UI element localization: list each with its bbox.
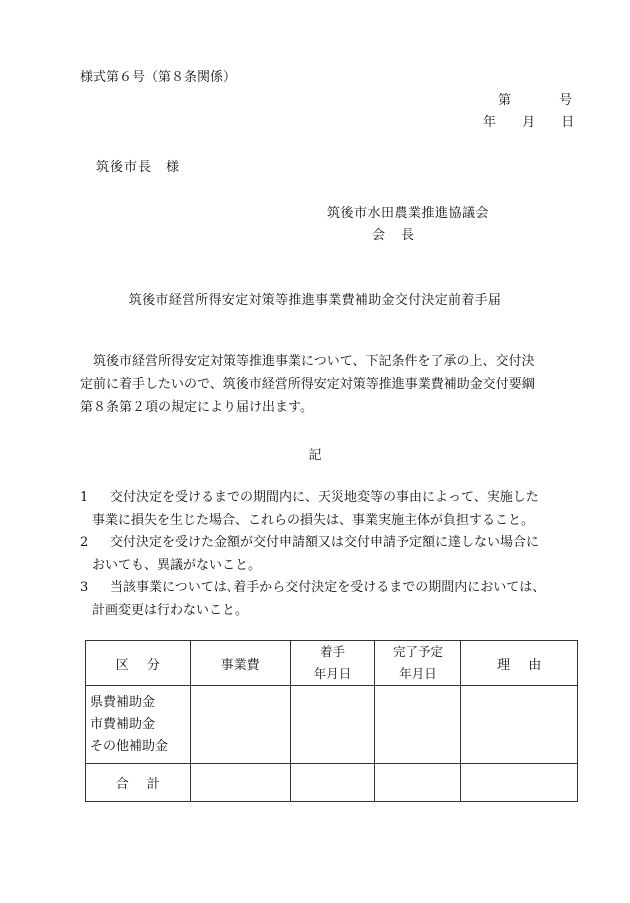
sender-title: 会 長 [372, 228, 415, 243]
form-number: 様式第６号（第８条関係） [80, 70, 237, 85]
total-jigyouhi-cell[interactable] [190, 764, 290, 802]
total-kanryo-cell[interactable] [375, 764, 461, 802]
document-number-field: 第 号 [498, 93, 573, 108]
total-label: 合 計 [86, 764, 191, 802]
body-line: 第８条第２項の規定により届け出ます。 [80, 400, 313, 415]
document-title: 筑後市経営所得安定対策等推進事業費補助金交付決定前着手届 [128, 293, 502, 308]
body-line: 定前に着手したいので、筑後市経営所得安定対策等推進事業費補助金交付要綱 [80, 377, 535, 392]
riyu-cell[interactable] [461, 686, 578, 764]
condition-continuation: 計画変更は行わないこと。 [92, 602, 249, 618]
condition-continuation: 事業に損失を生じた場合、これらの損失は、事業実施主体が負担すること。 [92, 512, 535, 528]
chakushu-cell[interactable] [290, 686, 375, 764]
budget-table [85, 640, 578, 802]
header-kanryo-line1: 完了予定 [392, 644, 443, 659]
item-label: 市費補助金 [90, 716, 156, 732]
jigyouhi-cell[interactable] [190, 686, 290, 764]
kanryo-cell[interactable] [375, 686, 461, 764]
body-line: 筑後市経営所得安定対策等推進事業について、下記条件を了承の上、交付決 [80, 354, 535, 369]
condition-number: 3 [80, 580, 89, 595]
header-jigyouhi: 事業費 [190, 641, 290, 686]
ki-heading: 記 [308, 448, 322, 463]
condition-continuation: おいても、異議がないこと。 [92, 557, 262, 573]
header-chakushu-line2: 年月日 [313, 666, 352, 681]
table-row [86, 686, 578, 764]
header-chakushu-line1: 着手 [319, 644, 345, 659]
total-chakushu-cell[interactable] [290, 764, 375, 802]
header-kanryo [375, 641, 461, 686]
header-kubun: 区 分 [86, 641, 191, 686]
condition-text: 交付決定を受けるまでの期間内に、天災地変等の事由によって、実施した [110, 490, 539, 505]
condition-number: 1 [80, 490, 89, 505]
condition-text: 当該事業については､着手から交付決定を受けるまでの期間内においては、 [110, 580, 546, 595]
header-riyu: 理 由 [461, 641, 578, 686]
condition-item [80, 532, 545, 555]
item-labels-cell [86, 686, 191, 764]
date-field: 年 月 日 [483, 115, 575, 130]
header-chakushu [290, 641, 375, 686]
sender-organization: 筑後市水田農業推進協議会 [327, 206, 490, 221]
conditions-list [80, 487, 545, 622]
header-kanryo-line2: 年月日 [399, 666, 437, 681]
total-row [86, 764, 578, 802]
addressee: 筑後市長 様 [96, 160, 181, 175]
item-label: その他補助金 [90, 738, 169, 754]
body-paragraph [80, 350, 600, 419]
total-riyu-cell[interactable] [461, 764, 578, 802]
table-header-row [86, 641, 578, 686]
item-label: 県費補助金 [90, 694, 156, 710]
condition-item [80, 577, 545, 600]
condition-number: 2 [80, 535, 89, 550]
condition-item [80, 487, 545, 510]
condition-text: 交付決定を受けた金額が交付申請額又は交付申請予定額に達しない場合に [110, 535, 540, 550]
